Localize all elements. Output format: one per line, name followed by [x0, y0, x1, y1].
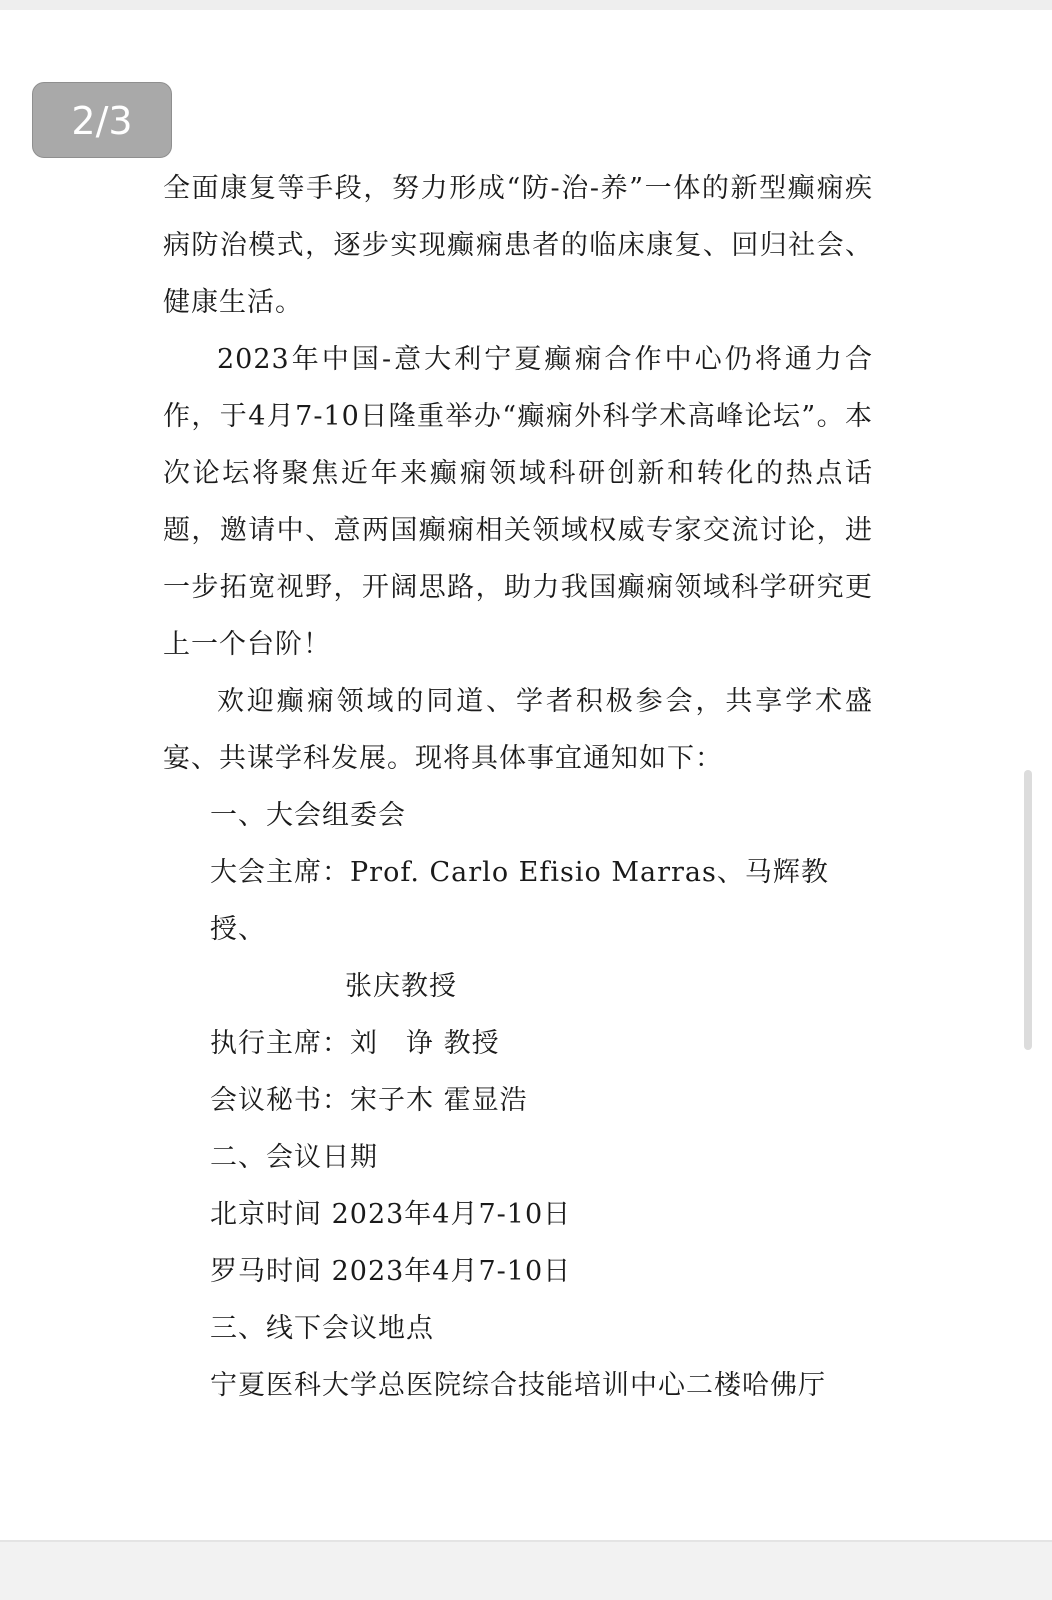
rome-time: 罗马时间 2023年4月7-10日	[210, 1256, 572, 1287]
paragraph-rehabilitation: 全面康复等手段，努力形成“防-治-养”一体的新型癫痫疾病防治模式，逐步实现癫痫患者的临床康复、回归社会、健康生活。	[163, 173, 873, 318]
beijing-time: 北京时间 2023年4月7-10日	[210, 1199, 572, 1230]
bottom-edge	[0, 1540, 1052, 1600]
top-edge	[0, 0, 1052, 10]
conference-secretary: 会议秘书：宋子木 霍显浩	[210, 1085, 528, 1116]
paragraph-invitation: 欢迎癫痫领域的同道、学者积极参会，共享学术盛宴、共谋学科发展。现将具体事宜通知如下：	[163, 686, 873, 774]
section-heading-committee: 一、大会组委会	[210, 800, 406, 831]
executive-chair: 执行主席：刘 诤 教授	[210, 1028, 500, 1059]
venue-address: 宁夏医科大学总医院综合技能培训中心二楼哈佛厅	[210, 1370, 826, 1401]
conference-chairs: 大会主席：Prof. Carlo Efisio Marras、马辉教授、	[210, 857, 829, 945]
page-indicator-badge: 2/3	[32, 82, 172, 158]
section-heading-dates: 二、会议日期	[210, 1142, 378, 1173]
section-heading-venue: 三、线下会议地点	[210, 1313, 434, 1344]
scrollbar[interactable]	[1024, 770, 1032, 1050]
conference-chairs-continued: 张庆教授	[345, 971, 457, 1002]
paragraph-forum-intro: 2023年中国-意大利宁夏癫痫合作中心仍将通力合作，于4月7-10日隆重举办“癫痫外科学术高峰论坛”。本次论坛将聚焦近年来癫痫领域科研创新和转化的热点话题，邀请中、意两国癫痫相关领域权威专家交流讨论，进一步拓宽视野，开阔思路，助力我国癫痫领域科学研究更上一个台阶！	[163, 344, 873, 660]
document-body	[163, 160, 873, 1414]
